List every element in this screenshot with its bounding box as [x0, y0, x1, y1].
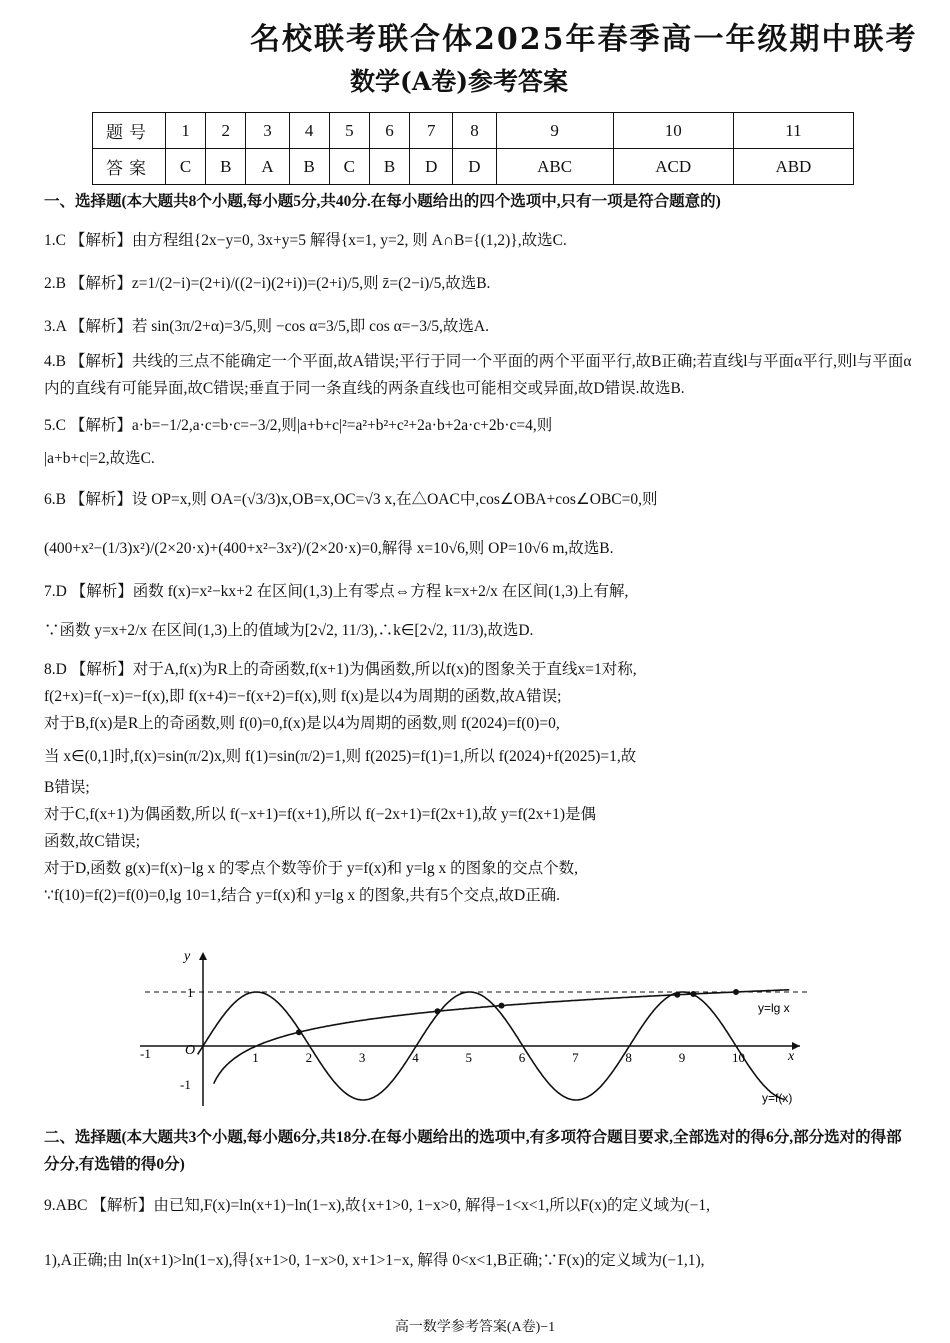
x-tick-label: 9 [678, 1050, 686, 1065]
table-cell: 8 [453, 113, 496, 149]
table-cell: ABD [733, 149, 853, 185]
table-cell: 10 [613, 113, 733, 149]
f-curve-label: y=f(x) [762, 1091, 793, 1105]
table-cell: 9 [496, 113, 613, 149]
x-axis-label: x [788, 1049, 795, 1064]
x-tick-label: 3 [358, 1050, 366, 1065]
table-cell: B [289, 149, 329, 185]
section-2-block [44, 1124, 914, 1274]
answer-q6-line2: (400+x²−(1/3)x²)/(2×20·x)+(400+x²−3x²)/(2×20·x)=0,解得 x=10√6,则 OP=10√6 m,故选B. [44, 540, 614, 557]
intersection-dot [435, 1008, 441, 1014]
table-cell: A [246, 149, 289, 185]
y-tick-neg1: -1 [180, 1077, 191, 1092]
answer-q5-line2: |a+b+c|=2,故选C. [44, 450, 155, 467]
x-tick-label: 6 [518, 1050, 526, 1065]
answer-q1: 1.C 【解析】由方程组{2x−y=0, 3x+y=5 解得{x=1, y=2, 则 A∩B={(1,2)},故选C. [44, 232, 567, 249]
answer-q8-line6: 对于C,f(x+1)为偶函数,所以 f(−x+1)=f(x+1),所以 f(−2x+1)=f(2x+1),故 y=f(2x+1)是偶 [44, 806, 597, 823]
answer-q2: 2.B 【解析】z=1/(2−i)=(2+i)/((2−i)(2+i))=(2+i)/5,则 z̄=(2−i)/5,故选B. [44, 275, 491, 292]
answer-table [92, 112, 854, 185]
section-2-heading: 二、选择题(本大题共3个小题,每小题6分,共18分.在每小题给出的选项中,有多项符合题目要求,全部选对的得6分,部分选对的得部分分,有选错的得0分) [44, 1129, 902, 1173]
origin-label: O [185, 1043, 196, 1058]
table-cell: 11 [733, 113, 853, 149]
table-cell: 6 [369, 113, 409, 149]
table-cell: 3 [246, 113, 289, 149]
section-1-block [44, 188, 914, 909]
answer-q4: 4.B 【解析】共线的三点不能确定一个平面,故A错误;平行于同一个平面的两个平面平行,故B正确;若直线l与平面α平行,则l与平面α内的直线有可能异面,故C错误;垂直于同一条直线的两条直线也可能相交或异面,故D错误.故选B. [44, 353, 912, 397]
answer-q5-line1: 5.C 【解析】a·b=−1/2,a·c=b·c=−3/2,则|a+b+c|²=a²+b²+c²+2a·b+2a·c+2b·c=4,则 [44, 417, 553, 434]
answer-q9-line2: 1),A正确;由 ln(x+1)>ln(1−x),得{x+1>0, 1−x>0, x+1>1−x, 解得 0<x<1,B正确;∵F(x)的定义域为(−1,1), [44, 1252, 705, 1269]
table-cell: B [206, 149, 246, 185]
x-tick-label: 2 [305, 1050, 313, 1065]
intersection-dot [674, 992, 680, 998]
page-footer: 高一数学参考答案(A卷)−1 [394, 1320, 556, 1335]
answer-q8-line2: f(2+x)=f(−x)=−f(x),即 f(x+4)=−f(x+2)=f(x),则 f(x)是以4为周期的函数,故A错误; [44, 688, 562, 705]
x-tick-label: 7 [572, 1050, 579, 1065]
table-header-number: 题号 [93, 113, 166, 149]
table-cell: ACD [613, 149, 733, 185]
answer-q6-line1: 6.B 【解析】设 OP=x,则 OA=(√3/3)x,OB=x,OC=√3 x,在△OAC中,cos∠OBA+cos∠OBC=0,则 [44, 491, 658, 508]
table-cell: ABC [496, 149, 613, 185]
exam-subtitle: 数学(A卷)参考答案 [350, 67, 569, 96]
x-tick-label: 4 [412, 1050, 419, 1065]
table-cell: 7 [410, 113, 453, 149]
table-cell: 2 [206, 113, 246, 149]
y-axis-arrow-icon [199, 952, 207, 960]
lg-curve-label: y=lg x [758, 1001, 790, 1015]
table-cell: D [410, 149, 453, 185]
table-cell: D [453, 149, 496, 185]
answer-q9-line1: 9.ABC 【解析】由已知,F(x)=ln(x+1)−ln(1−x),故{x+1>0, 1−x>0, 解得−1<x<1,所以F(x)的定义域为(−1, [44, 1197, 711, 1214]
answer-q3: 3.A 【解析】若 sin(3π/2+α)=3/5,则 −cos α=3/5,即 cos α=−3/5,故选A. [44, 318, 490, 335]
table-cell: 5 [329, 113, 369, 149]
table-cell: 1 [166, 113, 206, 149]
answer-q8-line9: ∵f(10)=f(2)=f(0)=0,lg 10=1,结合 y=f(x)和 y=lg x 的图象,共有5个交点,故D正确. [44, 887, 561, 904]
answer-q8-line1: 8.D 【解析】对于A,f(x)为R上的奇函数,f(x+1)为偶函数,所以f(x)的图象关于直线x=1对称, [44, 661, 637, 678]
x-tick-label: 1 [252, 1050, 259, 1065]
answer-q8-line5: B错误; [44, 779, 90, 796]
answer-q7-line1: 7.D 【解析】函数 f(x)=x²−kx+2 在区间(1,3)上有零点⇔方程 k=x+2/x 在区间(1,3)上有解, [44, 583, 629, 600]
answer-q8-line7: 函数,故C错误; [44, 833, 141, 850]
table-row-answers [93, 149, 854, 185]
intersection-points [296, 989, 739, 1035]
x-tick-labels [252, 1050, 745, 1065]
table-header-answer: 答案 [93, 149, 166, 185]
exam-title: 名校联考联合体2025年春季高一年级期中联考 [250, 22, 918, 57]
x-tick-label: 8 [625, 1050, 632, 1065]
table-cell: C [329, 149, 369, 185]
answer-q8-line8: 对于D,函数 g(x)=f(x)−lg x 的零点个数等价于 y=f(x)和 y=lg x 的图象的交点个数, [44, 860, 578, 877]
table-row-numbers [93, 113, 854, 149]
table-cell: 4 [289, 113, 329, 149]
y-tick-1: 1 [187, 985, 194, 1000]
function-graph [130, 946, 820, 1116]
answer-q7-line2: ∵函数 y=x+2/x 在区间(1,3)上的值域为[2√2, 11/3),∴k∈[2√2, 11/3),故选D. [44, 622, 534, 639]
y-axis-label: y [184, 949, 191, 964]
intersection-dot [690, 991, 696, 997]
table-cell: C [166, 149, 206, 185]
section-1-heading: 一、选择题(本大题共8个小题,每小题5分,共40分.在每小题给出的四个选项中,只有一项是符合题意的) [44, 193, 721, 210]
answer-q8-line3: 对于B,f(x)是R上的奇函数,则 f(0)=0,f(x)是以4为周期的函数,则 f(2024)=f(0)=0, [44, 715, 560, 732]
intersection-dot [498, 1003, 504, 1009]
x-tick-label: 5 [465, 1050, 472, 1065]
intersection-dot [733, 989, 739, 995]
table-cell: B [369, 149, 409, 185]
intersection-dot [296, 1029, 302, 1035]
answer-q8-line4: 当 x∈(0,1]时,f(x)=sin(π/2)x,则 f(1)=sin(π/2)=1,则 f(2025)=f(1)=1,所以 f(2024)+f(2025)=1,故 [44, 748, 637, 765]
x-tick-neg1: -1 [140, 1046, 151, 1061]
x-tick-label: 10 [732, 1050, 745, 1065]
